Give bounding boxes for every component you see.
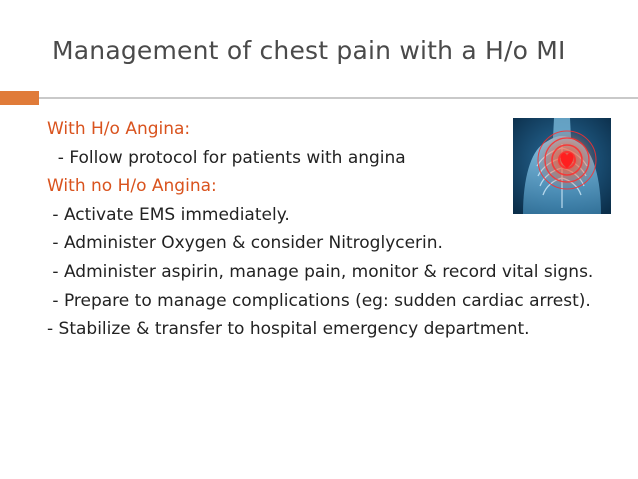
bullet-manage-complications: - Prepare to manage complications (eg: sudden cardiac arrest). — [47, 290, 591, 311]
bullet-activate-ems: - Activate EMS immediately. — [47, 204, 290, 225]
bullet-administer-aspirin: - Administer aspirin, manage pain, monitor & record vital signs. — [47, 261, 594, 282]
bullet-administer-oxygen: - Administer Oxygen & consider Nitroglycerin. — [47, 233, 443, 254]
title-accent-bar — [0, 91, 39, 105]
title-divider-line — [39, 97, 638, 99]
bullet-stabilize-transfer: - Stabilize & transfer to hospital emergency department. — [47, 319, 530, 340]
slide-body — [47, 115, 617, 344]
slide-title: Management of chest pain with a H/o MI — [52, 36, 566, 65]
heading-with-angina: With H/o Angina: — [47, 119, 191, 139]
heading-no-angina: With no H/o Angina: — [47, 176, 217, 197]
bullet-follow-protocol: - Follow protocol for patients with angina — [47, 147, 406, 168]
